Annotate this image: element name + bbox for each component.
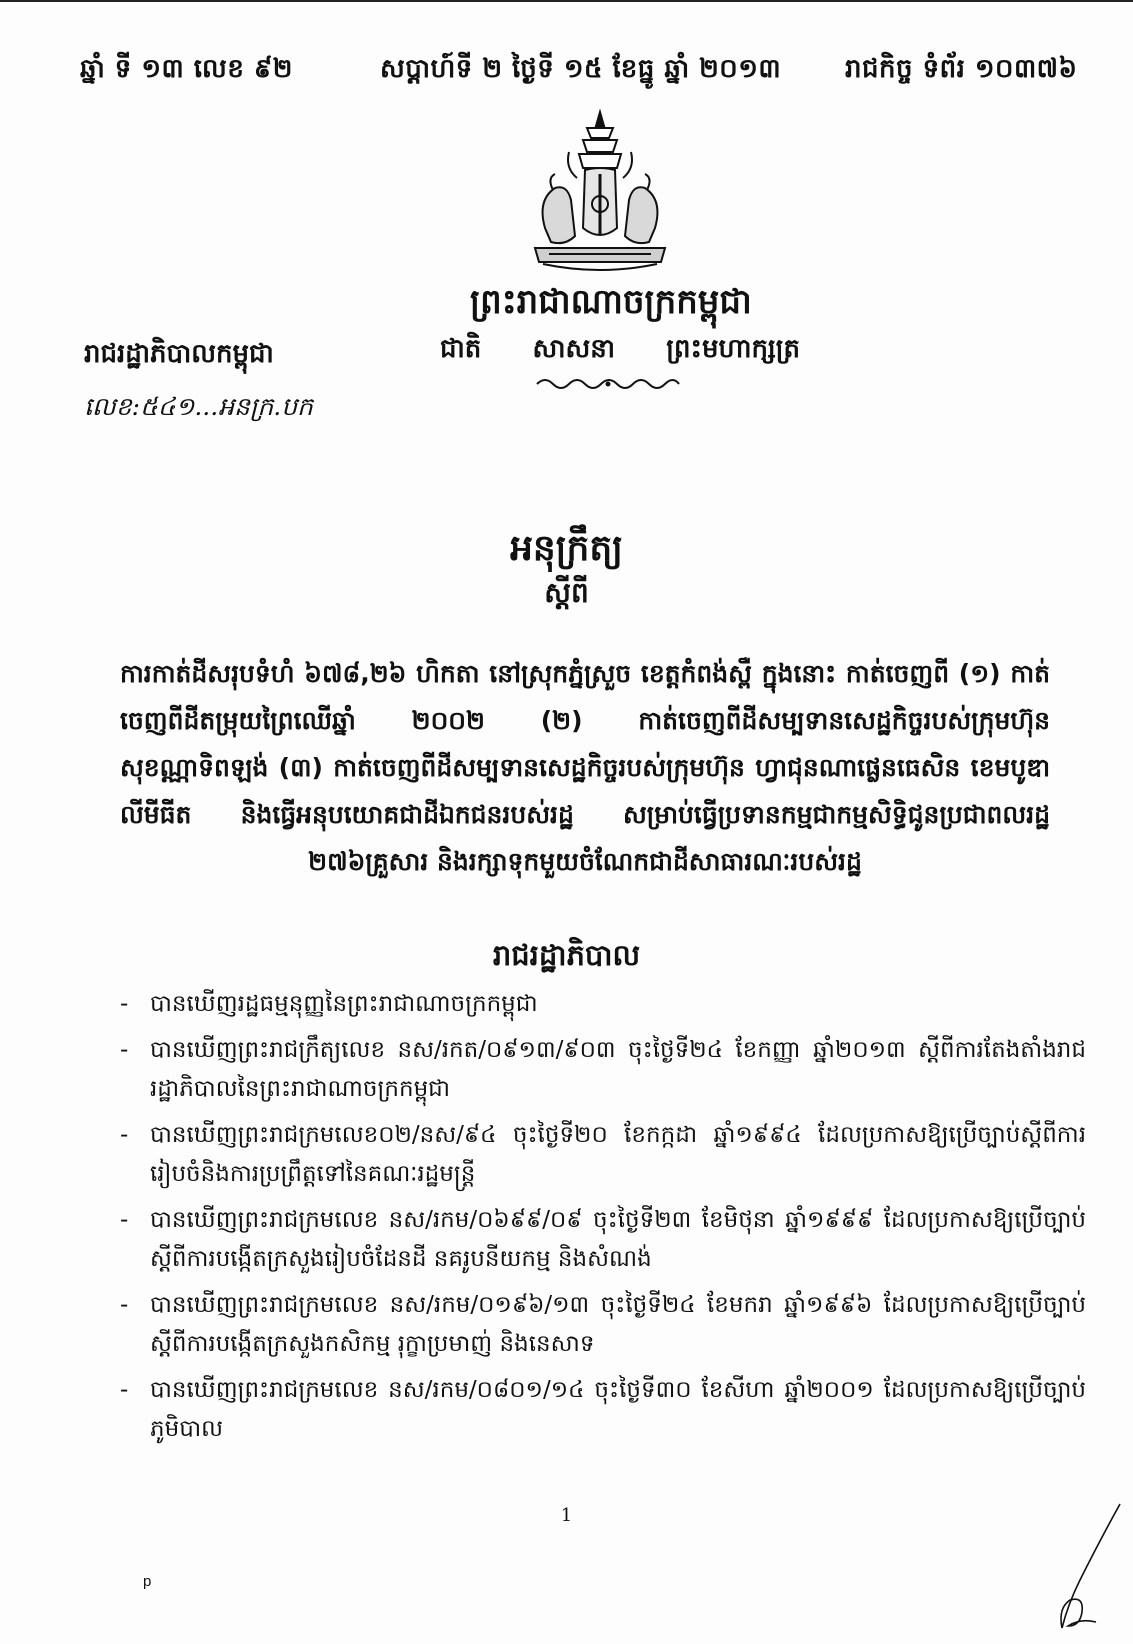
motto-nation: ជាតិ xyxy=(440,334,482,364)
recital-dash: - xyxy=(120,1122,129,1148)
recital-dash: - xyxy=(120,1377,129,1403)
gazette-page-reference: រាជកិច្ច ទំព័រ ១០៣៧៦ xyxy=(845,54,1078,84)
handwritten-signature-icon xyxy=(1040,1500,1125,1635)
gazette-issue-number: ឆ្នាំ ទី ១៣ លេខ ៩២ xyxy=(80,54,293,84)
motto-king: ព្រះមហាក្សត្រ xyxy=(666,334,800,364)
recital-dash: - xyxy=(120,1207,129,1233)
recitals-list xyxy=(116,985,1086,1456)
government-heading: រាជរដ្ឋាភិបាល xyxy=(492,938,641,972)
recital-dash: - xyxy=(120,1292,129,1318)
recital-text: បានឃើញព្រះរាជក្រមលេខ០២/នស/៩៤ ចុះថ្ងៃទី២០ ខែកក្កដា ឆ្នាំ១៩៩៤ ដែលប្រកាសឱ្យប្រើច្បាប់ស្តីពីការរៀបចំនិងការប្រព្រឹត្តទៅនៃគណៈរដ្ឋមន្ត្រី xyxy=(150,1122,1086,1187)
recital-item xyxy=(116,1031,1086,1109)
national-motto xyxy=(440,332,800,370)
recital-item xyxy=(116,1371,1086,1449)
scan-edge-line xyxy=(0,0,1133,2)
gazette-date: សប្តាហ៍ទី ២ ថ្ងៃទី ១៥ ខែធ្នូ ឆ្នាំ ២០១៣ xyxy=(380,54,782,84)
recital-item xyxy=(116,1286,1086,1364)
issuing-government: រាជរដ្ឋាភិបាលកម្ពុជា xyxy=(84,339,274,369)
page-number: 1 xyxy=(560,1505,573,1526)
recital-text: បានឃើញព្រះរាជក្រមលេខ នស/រកម/០៦៩៩/០៩ ចុះថ្ងៃទី២៣ ខែមិថុនា ឆ្នាំ១៩៩៩ ដែលប្រកាសឱ្យប្រើច្បាប់ស្តីពីការបង្កើតក្រសួងរៀបចំដែនដី នគរូបនីយកម្ម និងសំណង់ xyxy=(150,1207,1086,1272)
document-subject: ការកាត់ដីសរុបទំហំ ៦៧៨,២៦ ហិកតា នៅស្រុកភ្នំស្រួច ខេត្តកំពង់ស្ពឺ ក្នុងនោះ កាត់ចេញពី (១) កាត់ចេញពីដីតម្រុយព្រៃឈើឆ្នាំ ២០០២ (២) កាត់ចេញពីដីសម្បទានសេដ្ឋកិច្ចរបស់ក្រុមហ៊ុន សុខណ្ណាទិពឡង់ (៣) កាត់ចេញពីដីសម្បទានសេដ្ឋកិច្ចរបស់ក្រុមហ៊ុន ហ្វាជុនណាផ្លេនធេសិន ខេមបូឌា លីមីធីត និងធ្វើអនុបយោគជាដីឯកជនរបស់រដ្ឋ សម្រាប់ធ្វើប្រទានកម្មជាកម្មសិទ្ធិជូនប្រជាពលរដ្ឋ ២៧៦គ្រួសារ និងរក្សាទុកមួយចំណែកជាដីសាធារណៈរបស់រដ្ឋ xyxy=(120,659,1050,876)
recital-item xyxy=(116,985,1086,1024)
recital-dash: - xyxy=(120,1037,129,1063)
decorative-flourish-icon xyxy=(533,376,683,392)
document-title: អនុក្រឹត្យ xyxy=(510,528,623,569)
reference-number: លេខ:៥៤១...អនក្រ.បក xyxy=(84,392,313,421)
recital-item xyxy=(116,1116,1086,1194)
kingdom-title: ព្រះរាជាណាចក្រកម្ពុជា xyxy=(470,282,752,322)
recital-text: បានឃើញព្រះរាជក្រមលេខ នស/រកម/០១៩៦/១៣ ចុះថ្ងៃទី២៤ ខែមករា ឆ្នាំ១៩៩៦ ដែលប្រកាសឱ្យប្រើច្បាប់ស្តីពីការបង្កើតក្រសួងកសិកម្ម រុក្ខាប្រមាញ់ និងនេសាទ xyxy=(150,1292,1086,1357)
corner-mark: p xyxy=(143,1573,152,1590)
motto-religion: សាសនា xyxy=(532,334,616,364)
royal-coat-of-arms-icon xyxy=(525,108,675,278)
recital-text: បានឃើញរដ្ឋធម្មនុញ្ញនៃព្រះរាជាណាចក្រកម្ពុជា xyxy=(150,991,538,1017)
recital-text: បានឃើញព្រះរាជក្រមលេខ នស/រកម/០៨០១/១៤ ចុះថ្ងៃទី៣០ ខែសីហា ឆ្នាំ២០០១ ដែលប្រកាសឱ្យប្រើច្បាប់ភូមិបាល xyxy=(150,1377,1086,1442)
document-subtitle: ស្តីពី xyxy=(544,576,589,609)
recital-item xyxy=(116,1201,1086,1279)
recital-text: បានឃើញព្រះរាជក្រឹត្យលេខ នស/រកត/០៩១៣/៩០៣ ចុះថ្ងៃទី២៤ ខែកញ្ញា ឆ្នាំ២០១៣ ស្តីពីការតែងតាំងរាជរដ្ឋាភិបាលនៃព្រះរាជាណាចក្រកម្ពុជា xyxy=(150,1037,1086,1102)
recital-dash: - xyxy=(120,991,129,1017)
